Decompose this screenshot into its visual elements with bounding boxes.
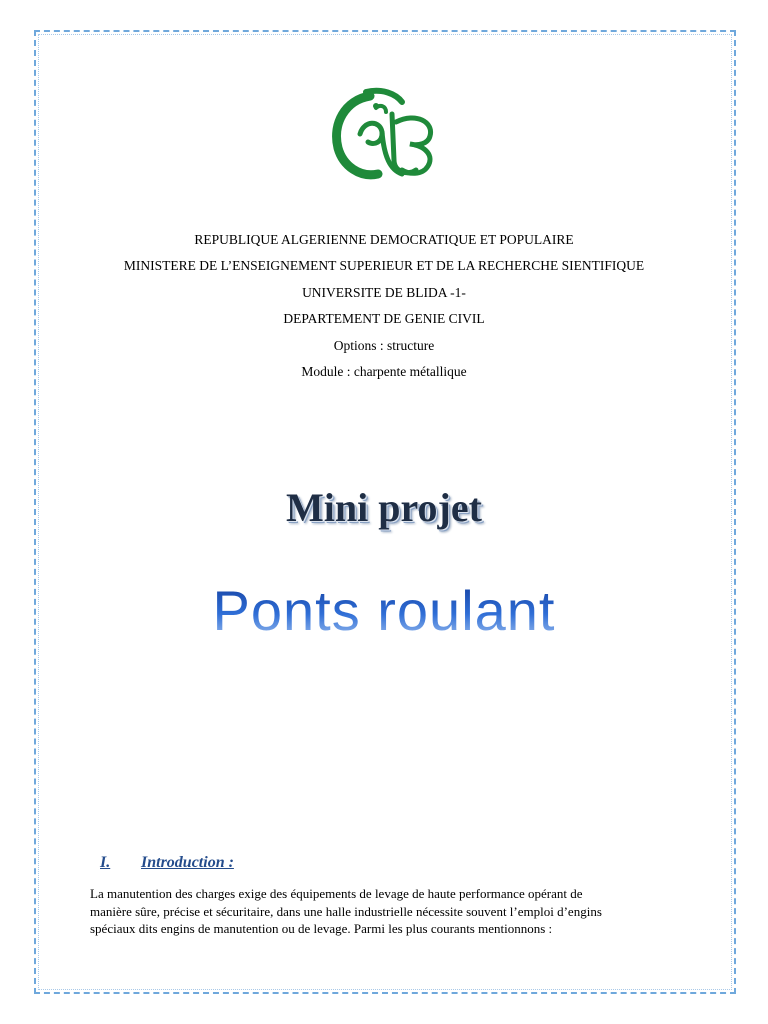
- header-options: Options : structure: [333, 337, 435, 353]
- institution-header: [40, 227, 728, 385]
- intro-line-3: spéciaux dits engins de manutention ou de levage. Parmi les plus courants mentionnons :: [90, 921, 553, 936]
- intro-paragraph: [90, 885, 650, 938]
- section-title: Introduction :: [141, 854, 234, 871]
- header-department: DEPARTEMENT DE GENIE CIVIL: [283, 311, 485, 327]
- document-subtitle: Ponts roulant: [40, 578, 728, 643]
- document-title: Mini projet: [286, 485, 482, 530]
- header-republic: REPUBLIQUE ALGERIENNE DEMOCRATIQUE ET POPULAIRE: [194, 232, 574, 247]
- header-university: UNIVERSITE DE BLIDA -1-: [302, 284, 466, 300]
- section-heading: [100, 854, 234, 872]
- intro-line-2: manière sûre, précise et sécuritaire, dans une halle industrielle nécessite souvent l’emploi d’engins: [90, 903, 602, 919]
- header-module: Module : charpente métallique: [301, 364, 467, 380]
- intro-line-1: La manutention des charges exige des équipements de levage de haute performance opérant de: [90, 886, 583, 901]
- section-number: I.: [100, 854, 111, 871]
- header-ministry: MINISTERE DE L’ENSEIGNEMENT SUPERIEUR ET DE LA RECHERCHE SIENTIFIQUE: [123, 258, 645, 274]
- university-logo-icon: [330, 86, 438, 184]
